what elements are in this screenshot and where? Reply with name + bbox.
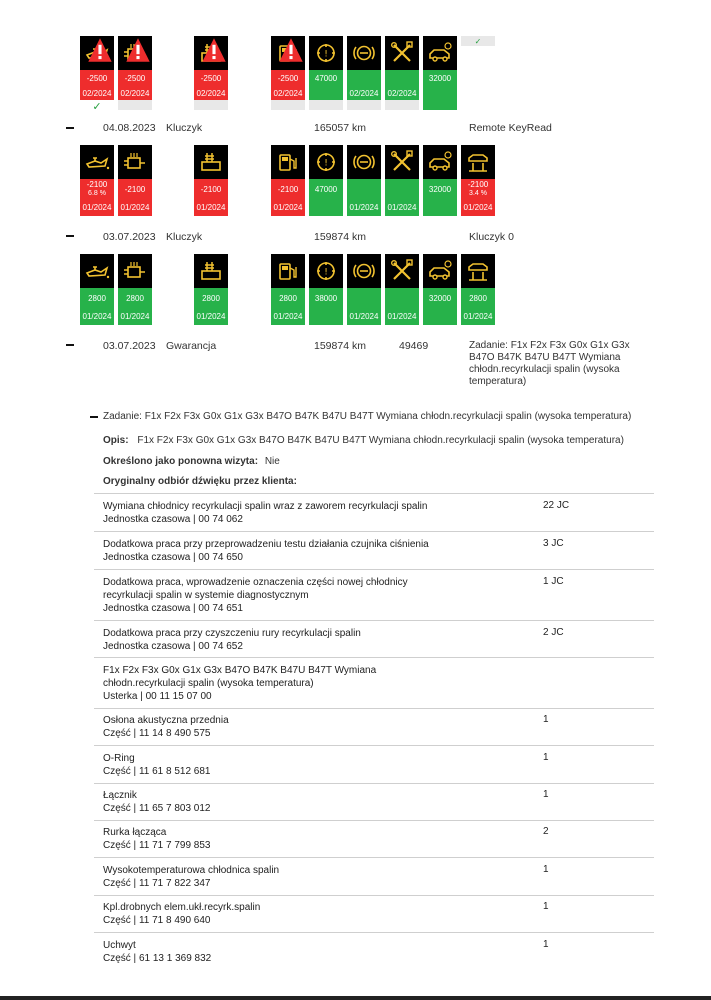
vehicle-check-icon (309, 145, 343, 179)
vehicle-service-icon (423, 145, 457, 179)
tile-value (80, 179, 114, 199)
tile-value: -2100 (194, 179, 228, 199)
tile-value-percent: 6.8 % (88, 190, 106, 197)
item-code: Część | 11 71 7 799 853 (103, 840, 211, 851)
tile-date: 02/2024 (271, 86, 305, 100)
tile-value: 2800 (118, 288, 152, 308)
tile-date: 02/2024 (80, 86, 114, 100)
tile-date (309, 86, 343, 100)
item-code: Część | 11 61 8 512 681 (103, 766, 211, 777)
row-type: Gwarancja (166, 340, 217, 352)
item-qty: 1 (543, 864, 549, 875)
brake-icon (347, 36, 381, 70)
tile-value: 32000 (423, 288, 457, 308)
fuel-filter-icon (271, 36, 305, 70)
item-qty: 1 JC (543, 576, 564, 587)
tile-value (385, 288, 419, 308)
check-icon: ✓ (461, 36, 495, 46)
tile-value: -2100 (271, 179, 305, 199)
vehicle-lift-icon (461, 145, 495, 179)
row-type: Kluczyk (166, 122, 203, 134)
tools-icon (385, 36, 419, 70)
original-complaint-label: Oryginalny odbiór dźwięku przez klienta: (103, 476, 297, 487)
collapse-toggle-row-2[interactable] (66, 235, 74, 237)
warning-icon (87, 37, 113, 63)
tile-date (423, 86, 457, 110)
brake-icon (347, 145, 381, 179)
empty-cell (194, 100, 228, 110)
vehicle-service-icon (423, 36, 457, 70)
description (103, 435, 624, 446)
empty-cell (118, 100, 152, 110)
tile-date: 01/2024 (194, 308, 228, 325)
tile-date: 01/2024 (461, 199, 495, 216)
tile-value (347, 288, 381, 308)
item-qty: 22 JC (543, 500, 570, 511)
vehicle-service-icon (423, 254, 457, 288)
tile-value: 2800 (461, 288, 495, 308)
tile-value: 32000 (423, 70, 457, 86)
item-name-cont: recyrkulacji spalin w systemie diagnostycznym (103, 590, 309, 601)
repeat-visit-value: Nie (264, 456, 280, 467)
item-code: Jednostka czasowa | 00 74 651 (103, 603, 243, 614)
item-code: Część | 11 65 7 803 012 (103, 803, 211, 814)
item-code: Jednostka czasowa | 00 74 652 (103, 641, 243, 652)
tools-icon (385, 254, 419, 288)
divider (94, 895, 654, 896)
tools-icon (385, 145, 419, 179)
tile-date: 01/2024 (80, 199, 114, 216)
tile-date: 01/2024 (118, 199, 152, 216)
item-name: Dodatkowa praca, wprowadzenie oznaczenia części nowej chłodnicy (103, 577, 408, 588)
collapse-toggle-row-1[interactable] (66, 127, 74, 129)
spark-plug-icon (194, 145, 228, 179)
divider (94, 493, 654, 494)
task-title: Zadanie: F1x F2x F3x G0x G1x G3x B47O B47K B47U B47T Wymiana chłodn.recyrkulacji spalin (wysoka temperatura) (103, 411, 632, 422)
oil-can-icon (80, 254, 114, 288)
warning-icon (201, 37, 227, 63)
tile-date: 01/2024 (347, 308, 381, 325)
tile-value (385, 179, 419, 199)
item-code: Jednostka czasowa | 00 74 650 (103, 552, 243, 563)
item-qty: 1 (543, 714, 549, 725)
exhaust-filter-icon (118, 36, 152, 70)
item-code: Jednostka czasowa | 00 74 062 (103, 514, 243, 525)
item-code: Część | 11 71 8 490 640 (103, 915, 211, 926)
item-qty: 3 JC (543, 538, 564, 549)
divider (94, 932, 654, 933)
tile-date (309, 199, 343, 216)
tile-date: 01/2024 (385, 199, 419, 216)
empty-cell (271, 100, 305, 110)
item-name-cont: chłodn.recyrkulacji spalin (wysoka temperatura) (103, 678, 314, 689)
brake-icon (347, 254, 381, 288)
tile-date: 02/2024 (118, 86, 152, 100)
tile-date: 02/2024 (385, 86, 419, 100)
divider (94, 620, 654, 621)
tile-value-main: -2100 (86, 180, 108, 189)
item-name: Dodatkowa praca przy czyszczeniu rury recyrkulacji spalin (103, 628, 361, 639)
tile-value: 2800 (271, 288, 305, 308)
warning-icon (278, 37, 304, 63)
item-qty: 1 (543, 789, 549, 800)
item-name: Uchwyt (103, 940, 136, 951)
tile-date: 01/2024 (194, 199, 228, 216)
check-icon: ✓ (92, 101, 102, 113)
item-code: Część | 61 13 1 369 832 (103, 953, 212, 964)
divider (94, 708, 654, 709)
vehicle-lift-icon (461, 254, 495, 288)
tile-date (309, 308, 343, 325)
item-name: Wysokotemperaturowa chłodnica spalin (103, 865, 280, 876)
tile-value: -2500 (80, 70, 114, 86)
item-qty: 1 (543, 901, 549, 912)
item-code: Usterka | 00 11 15 07 00 (103, 691, 212, 702)
divider (94, 569, 654, 570)
empty-cell (385, 100, 419, 110)
empty-cell (309, 100, 343, 110)
tile-date: 01/2024 (271, 199, 305, 216)
row-date: 03.07.2023 (103, 340, 156, 352)
item-qty: 1 (543, 939, 549, 950)
description-value: F1x F2x F3x G0x G1x G3x B47O B47K B47U B47T Wymiana chłodn.recyrkulacji spalin (wysoka temperatura) (137, 435, 624, 446)
item-name: Łącznik (103, 790, 137, 801)
spark-plug-icon (194, 254, 228, 288)
tile-value (347, 179, 381, 199)
row-mileage: 159874 km (314, 231, 366, 243)
row-date: 03.07.2023 (103, 231, 156, 243)
item-qty: 1 (543, 752, 549, 763)
item-name: Rurka łącząca (103, 827, 167, 838)
vehicle-check-icon (309, 254, 343, 288)
row-date: 04.08.2023 (103, 122, 156, 134)
collapse-toggle-row-3[interactable] (66, 344, 74, 346)
divider (94, 857, 654, 858)
tile-date (423, 199, 457, 216)
tile-date (423, 308, 457, 325)
tile-date: 02/2024 (347, 86, 381, 100)
tile-value: 47000 (309, 70, 343, 86)
fuel-filter-icon (271, 254, 305, 288)
tile-date: 01/2024 (271, 308, 305, 325)
divider (94, 531, 654, 532)
row-mileage: 165057 km (314, 122, 366, 134)
divider (94, 783, 654, 784)
tile-value: -2500 (271, 70, 305, 86)
exhaust-filter-icon (118, 254, 152, 288)
spark-plug-icon (194, 36, 228, 70)
tile-value: -2500 (194, 70, 228, 86)
tile-value: -2500 (118, 70, 152, 86)
repeat-visit-label: Określono jako ponowna wizyta: (103, 456, 259, 467)
tile-date: 01/2024 (80, 308, 114, 325)
collapse-toggle-task[interactable] (90, 416, 98, 418)
item-qty: 2 (543, 826, 549, 837)
tile-value-percent: 3.4 % (469, 190, 487, 197)
item-name: Wymiana chłodnicy recyrkulacji spalin wraz z zaworem recyrkulacji spalin (103, 501, 428, 512)
tile-date: 01/2024 (118, 308, 152, 325)
tile-value: 32000 (423, 179, 457, 199)
tile-value-main: -2100 (467, 180, 489, 189)
row-note: Zadanie: F1x F2x F3x G0x G1x G3x B47O B47K B47U B47T Wymiana chłodn.recyrkulacji spalin (wysoka temperatura) (469, 340, 630, 387)
item-name: Kpl.drobnych elem.ukł.recyrk.spalin (103, 902, 261, 913)
description-label: Opis: (103, 435, 129, 446)
tile-value: 47000 (309, 179, 343, 199)
item-code: Część | 11 71 7 822 347 (103, 878, 211, 889)
repeat-visit (103, 456, 280, 467)
item-qty: 2 JC (543, 627, 564, 638)
item-name: O-Ring (103, 753, 135, 764)
vehicle-check-icon (309, 36, 343, 70)
empty-cell (347, 100, 381, 110)
row-mileage: 159874 km (314, 340, 366, 352)
oil-can-icon (80, 145, 114, 179)
item-name: Osłona akustyczna przednia (103, 715, 229, 726)
tile-value (461, 179, 495, 199)
item-name: Dodatkowa praca przy przeprowadzeniu testu działania czujnika ciśnienia (103, 539, 429, 550)
fuel-filter-icon (271, 145, 305, 179)
tile-value: -2100 (118, 179, 152, 199)
divider (94, 820, 654, 821)
item-code: Część | 11 14 8 490 575 (103, 728, 211, 739)
tile-value: 38000 (309, 288, 343, 308)
bottom-bar (0, 996, 711, 1000)
item-name: F1x F2x F3x G0x G1x G3x B47O B47K B47U B47T Wymiana (103, 665, 377, 676)
tile-date: 01/2024 (347, 199, 381, 216)
divider (94, 657, 654, 658)
row-type: Kluczyk (166, 231, 203, 243)
tile-value: 2800 (80, 288, 114, 308)
row-extra: 49469 (399, 340, 429, 352)
oil-can-icon (80, 36, 114, 70)
exhaust-filter-icon (118, 145, 152, 179)
tile-date: 01/2024 (461, 308, 495, 325)
tile-value (385, 70, 419, 86)
tile-value: 2800 (194, 288, 228, 308)
row-note: Remote KeyRead (469, 122, 552, 134)
tile-date: 02/2024 (194, 86, 228, 100)
tile-date: 01/2024 (385, 308, 419, 325)
tile-value (347, 70, 381, 86)
row-note: Kluczyk 0 (469, 231, 514, 243)
warning-icon (125, 37, 151, 63)
divider (94, 745, 654, 746)
